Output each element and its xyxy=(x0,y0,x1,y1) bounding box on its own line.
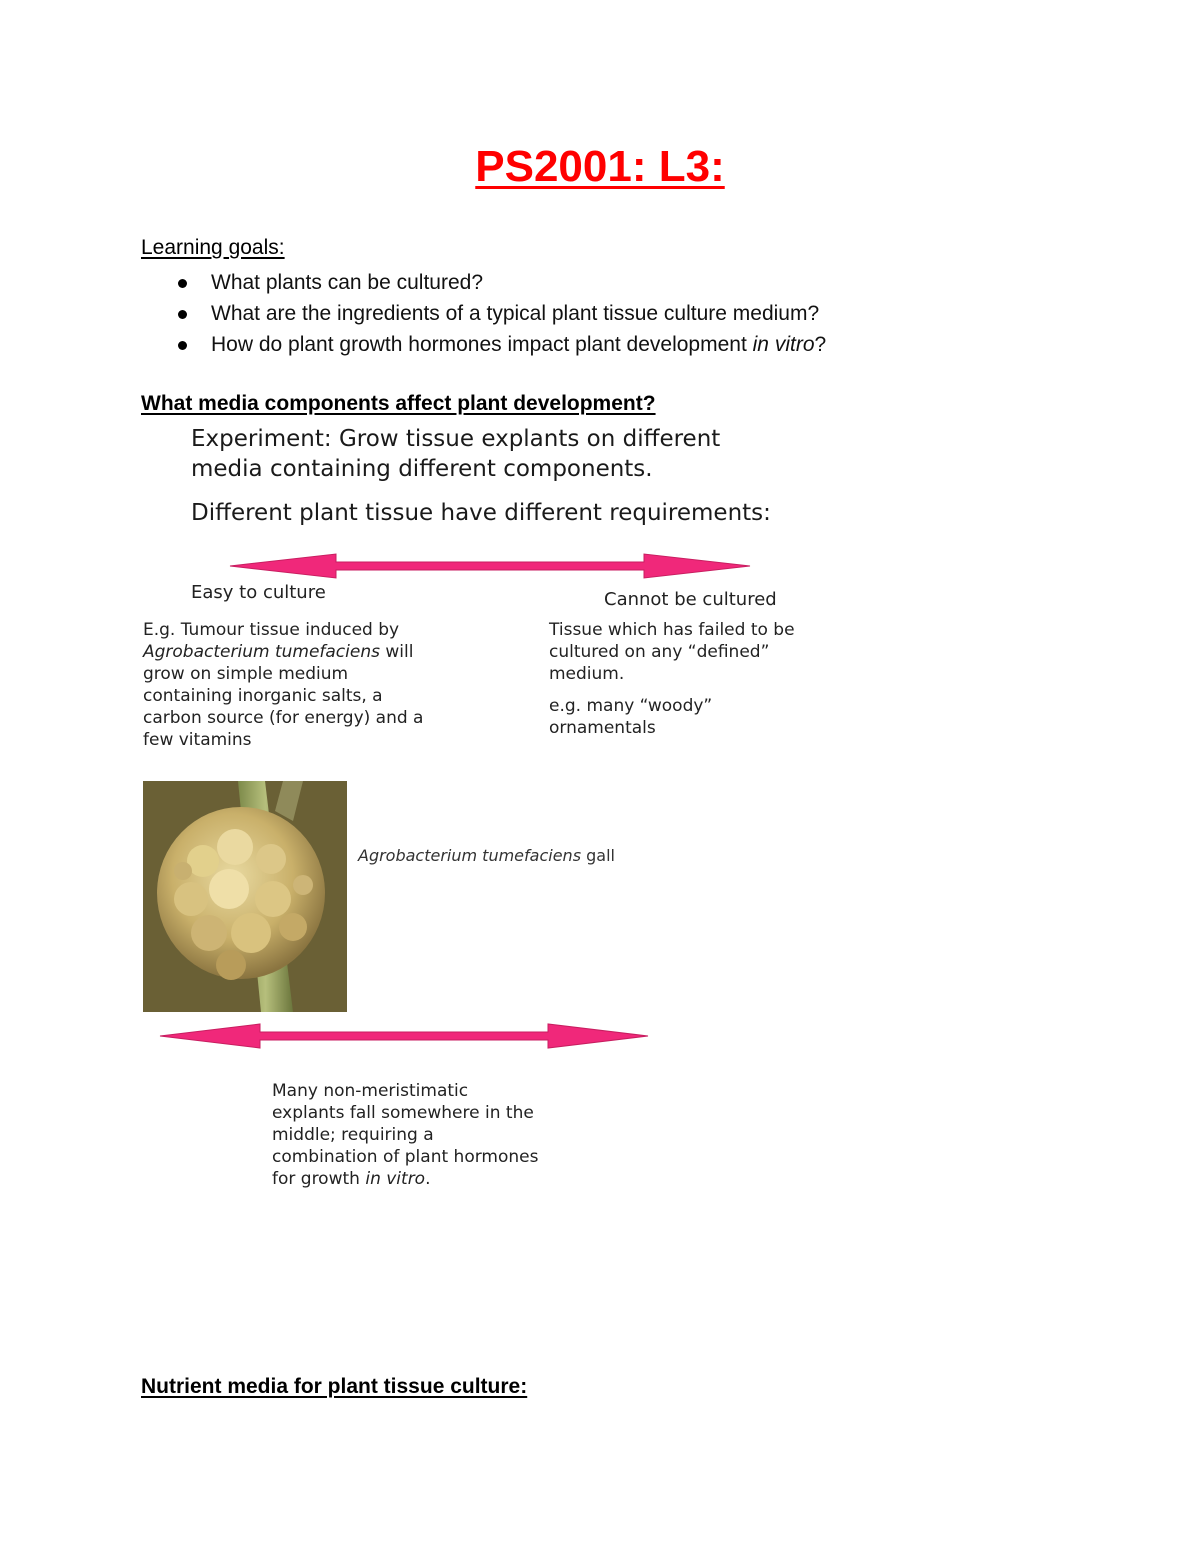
double-arrow-icon xyxy=(158,1021,650,1051)
easy-to-culture-label: Easy to culture xyxy=(191,582,326,603)
slide-requirements-text: Different plant tissue have different requirements: xyxy=(191,500,771,526)
list-item: How do plant growth hormones impact plant development in vitro? xyxy=(178,329,826,360)
bullet-icon xyxy=(178,279,187,288)
bullet-icon xyxy=(178,341,187,350)
cannot-culture-description: Tissue which has failed to be cultured on any “defined” medium. e.g. many “woody” ornamentals xyxy=(549,620,795,738)
cannot-be-cultured-label: Cannot be cultured xyxy=(604,589,777,610)
gall-photo-caption: Agrobacterium tumefaciens gall xyxy=(358,846,615,865)
section-heading-media-components: What media components affect plant development? xyxy=(141,392,656,415)
page-title: PS2001: L3: xyxy=(475,142,725,191)
easy-culture-description: E.g. Tumour tissue induced by Agrobacterium tumefaciens will grow on simple medium containing inorganic salts, a carbon source (for energy) and a few vitamins xyxy=(143,620,424,750)
learning-goals-heading: Learning goals: xyxy=(141,236,285,259)
middle-explants-description: Many non-meristimatic explants fall somewhere in the middle; requiring a combination of plant hormones for growth in vitro. xyxy=(272,1081,539,1189)
bullet-icon xyxy=(178,310,187,319)
list-item: What plants can be cultured? xyxy=(178,267,826,298)
double-arrow-icon xyxy=(228,551,752,581)
gall-illustration-icon xyxy=(143,781,347,1012)
learning-goals-list xyxy=(178,267,826,360)
section-heading-nutrient-media: Nutrient media for plant tissue culture: xyxy=(141,1375,528,1398)
slide-experiment-text: Experiment: Grow tissue explants on different media containing different components. xyxy=(191,426,721,482)
gall-photo xyxy=(143,781,347,1012)
list-item: What are the ingredients of a typical plant tissue culture medium? xyxy=(178,298,826,329)
